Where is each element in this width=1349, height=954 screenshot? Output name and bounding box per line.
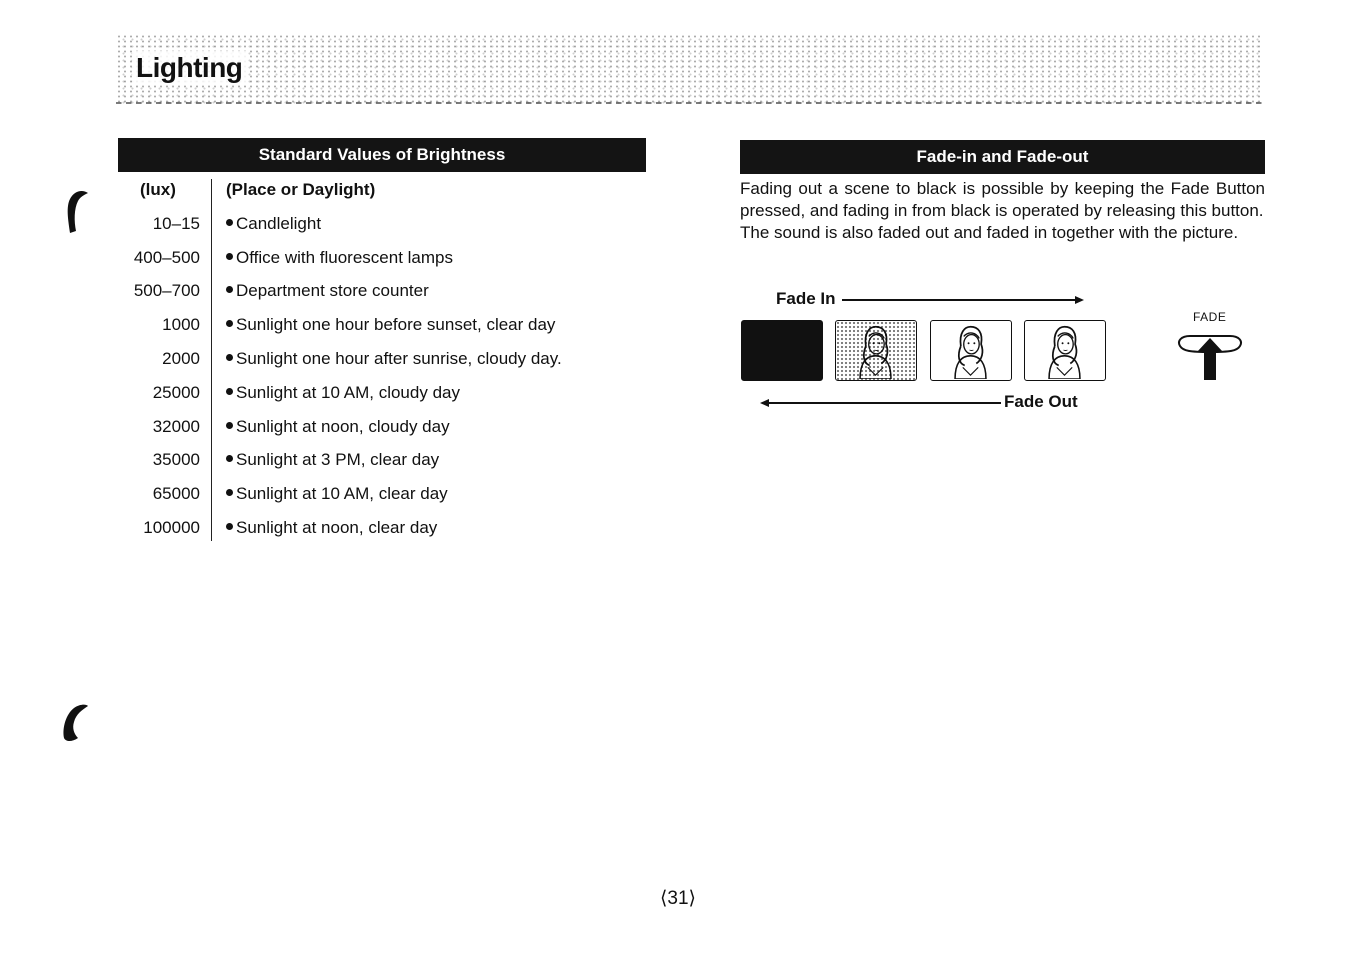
fade-paragraph-2: The sound is also faded out and faded in together with the picture. <box>740 223 1239 242</box>
lux-value: 35000 <box>152 450 200 470</box>
fade-in-label: Fade In <box>776 289 836 308</box>
place-text: Sunlight at noon, clear day <box>236 517 438 537</box>
place-text: Sunlight one hour before sunset, clear day <box>236 315 556 335</box>
place-text: Office with fluorescent lamps <box>236 247 453 267</box>
table-row <box>118 308 658 342</box>
bullet-icon <box>226 219 233 226</box>
bullet-icon <box>226 455 233 462</box>
table-header-row <box>118 173 658 207</box>
lux-value: 25000 <box>152 382 200 402</box>
fade-out-label: Fade Out <box>1004 392 1078 411</box>
header-band <box>116 34 1264 104</box>
portrait-icon <box>1025 321 1104 379</box>
place-cell <box>226 511 437 545</box>
place-text: Sunlight at noon, cloudy day <box>236 416 450 436</box>
bullet-icon <box>226 354 233 361</box>
place-cell <box>226 207 321 241</box>
bullet-icon <box>226 523 233 530</box>
lux-value: 10–15 <box>152 213 200 233</box>
punch-mark-icon <box>58 700 92 744</box>
lux-value: 500–700 <box>133 281 200 301</box>
column-header-lux: (lux) <box>140 180 176 199</box>
place-text: Sunlight at 10 AM, clear day <box>236 484 448 504</box>
lux-value: 2000 <box>162 348 200 368</box>
brightness-heading: Standard Values of Brightness <box>118 138 646 172</box>
table-row <box>118 511 658 545</box>
place-cell <box>226 443 439 477</box>
table-row <box>118 207 658 241</box>
place-cell <box>226 241 453 275</box>
place-cell <box>226 376 460 410</box>
place-text: Sunlight at 3 PM, clear day <box>236 450 440 470</box>
frame-black <box>741 320 823 381</box>
fade-out-arrow-icon <box>768 402 1001 404</box>
column-header-place: (Place or Daylight) <box>226 180 376 199</box>
place-cell <box>226 410 450 444</box>
lux-value: 65000 <box>152 484 200 504</box>
table-body <box>118 207 658 545</box>
bullet-icon <box>226 320 233 327</box>
bullet-icon <box>226 489 233 496</box>
place-cell <box>226 274 429 308</box>
table-row <box>118 376 658 410</box>
lux-value: 1000 <box>162 315 200 335</box>
lux-value: 400–500 <box>133 247 200 267</box>
portrait-icon <box>931 321 1010 379</box>
frame-portrait-half <box>930 320 1012 381</box>
table-row <box>118 274 658 308</box>
page-number: ⟨31⟩ <box>660 888 696 909</box>
frame-portrait-dim <box>835 320 917 381</box>
table-row <box>118 342 658 376</box>
place-cell <box>226 342 562 376</box>
place-text: Sunlight one hour after sunrise, cloudy day. <box>236 348 562 368</box>
table-row <box>118 241 658 275</box>
table-row <box>118 410 658 444</box>
fade-description <box>740 178 1265 244</box>
place-text: Candlelight <box>236 213 322 233</box>
place-text: Sunlight at 10 AM, cloudy day <box>236 382 460 402</box>
place-cell <box>226 477 448 511</box>
brightness-table <box>118 173 658 545</box>
lux-value: 100000 <box>143 517 200 537</box>
bullet-icon <box>226 388 233 395</box>
table-row <box>118 477 658 511</box>
fade-heading: Fade-in and Fade-out <box>740 140 1265 174</box>
portrait-icon <box>836 321 915 379</box>
place-cell <box>226 308 555 342</box>
fade-in-arrow-icon <box>842 299 1076 301</box>
table-row <box>118 443 658 477</box>
fade-button-icon <box>1177 330 1243 382</box>
bullet-icon <box>226 253 233 260</box>
frame-portrait-full <box>1024 320 1106 381</box>
fade-button-label: FADE <box>1193 310 1227 324</box>
page-title: Lighting <box>132 51 246 85</box>
bullet-icon <box>226 286 233 293</box>
lux-value: 32000 <box>152 416 200 436</box>
place-text: Department store counter <box>236 281 429 301</box>
bullet-icon <box>226 422 233 429</box>
fade-paragraph-1: Fading out a scene to black is possible by keeping the Fade Button pressed, and fading in from black is operated by releasing this button. <box>740 179 1265 220</box>
punch-mark-icon <box>58 185 92 235</box>
